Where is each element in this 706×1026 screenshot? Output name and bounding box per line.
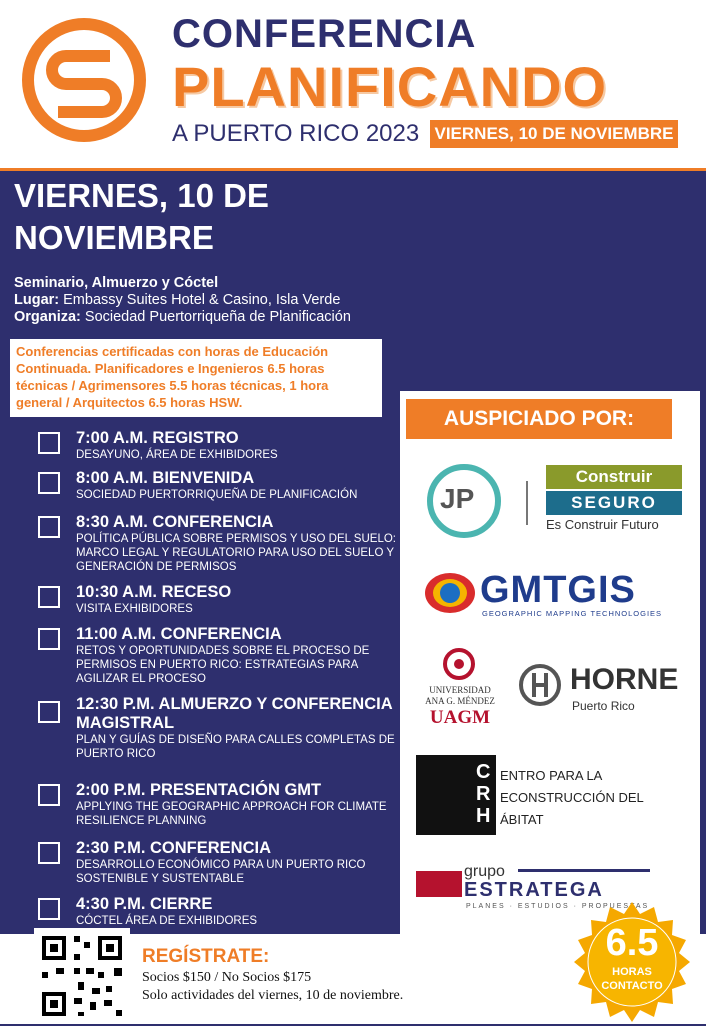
checkbox[interactable] [38,628,60,650]
badge-value: 6.5 [605,922,659,964]
estratega-mark [416,871,462,897]
certification-note: Conferencias certificadas con horas de Educación Continuada. Planificadores e Ingenieros 6.5 horas técnicas / Agrimensores 5.5 horas técnicas, 1 hora general / Arquitectos 6.5 horas HSW. [10,339,382,417]
sponsor-row-gmt [410,571,690,621]
conference-logo-icon [22,18,146,142]
main-panel [0,171,706,1024]
construir-logo: Construir [546,465,682,489]
gmt-tagline: GEOGRAPHIC MAPPING TECHNOLOGIES [482,609,663,618]
header [0,0,706,171]
divider [526,481,528,525]
date-badge: VIERNES, 10 DE NOVIEMBRE [430,120,678,148]
day-title: VIERNES, 10 DE NOVIEMBRE [14,177,269,256]
schedule-time: 2:30 P.M. CONFERENCIA [76,839,271,857]
gmt-logo-text: GMTGIS [480,569,636,611]
checkbox[interactable] [38,701,60,723]
checkbox[interactable] [38,516,60,538]
crh-line-3: ÁBITAT [500,812,544,827]
schedule-time: 8:00 A.M. BIENVENIDA [76,469,255,487]
horne-tagline: Puerto Rico [572,699,635,713]
event-info [14,275,351,326]
schedule-desc: DESAYUNO, ÁREA DE EXHIBIDORES [76,449,278,461]
uagm-emblem-icon [442,647,476,681]
schedule-desc: APPLYING THE GEOGRAPHIC APPROACH FOR CLIMATE RESILIENCE PLANNING [76,801,387,827]
horne-logo-icon [518,663,562,707]
lugar-value: Embassy Suites Hotel & Casino, Isla Verde [63,292,341,308]
checkbox[interactable] [38,784,60,806]
schedule-desc: VISITA EXHIBIDORES [76,603,193,615]
uagm-line-1: UNIVERSIDAD [429,685,491,695]
schedule-desc: PLAN Y GUÍAS DE DISEÑO PARA CALLES COMPLETAS DE PUERTO RICO [76,734,395,760]
organiza-value: Sociedad Puertorriqueña de Planificación [84,309,351,325]
horne-logo-text: HORNE [570,663,679,696]
title-line-2: PLANIFICANDO [172,55,608,118]
estratega-rule [518,869,650,872]
event-type: Seminario, Almuerzo y Cóctel [14,275,219,291]
register-title: REGÍSTRATE: [142,946,270,967]
schedule-time: 11:00 A.M. CONFERENCIA [76,625,282,643]
crh-line-1: ENTRO PARA LA [500,768,603,783]
crh-letter-r: R [476,783,491,805]
schedule-time: 12:30 P.M. ALMUERZO Y CONFERENCIA MAGISTRAL [76,695,393,732]
badge-line-2: CONTACTO [601,980,663,992]
globe-icon [424,571,476,615]
schedule-time: 7:00 A.M. REGISTRO [76,429,239,447]
schedule-time: 2:00 P.M. PRESENTACIÓN GMT [76,781,322,799]
construir-tagline: Es Construir Futuro [546,517,659,532]
schedule-desc: DESARROLLO ECONÓMICO PARA UN PUERTO RICO SOSTENIBLE Y SUSTENTABLE [76,859,366,885]
crh-letter-h: H [476,805,491,827]
checkbox[interactable] [38,898,60,920]
estratega-logo-text: ESTRATEGA [464,879,604,901]
checkbox[interactable] [38,842,60,864]
title-line-1: CONFERENCIA [172,12,477,56]
qr-code-icon[interactable] [34,928,130,1024]
uagm-logo-text: UAGM [429,707,491,728]
sponsors-title: AUSPICIADO POR: [406,399,672,439]
crh-letter-c: C [476,761,491,783]
schedule-desc: CÓCTEL ÁREA DE EXHIBIDORES [76,915,258,927]
crh-name [500,765,644,831]
organiza-label: Organiza: [14,309,81,325]
grupo-text: grupo [464,863,505,880]
schedule-time: 4:30 P.M. CIERRE [76,895,213,913]
schedule-desc: SOCIEDAD PUERTORRIQUEÑA DE PLANIFICACIÓN [76,489,358,501]
schedule-time: 8:30 A.M. CONFERENCIA [76,513,274,531]
estratega-tagline: PLANES · ESTUDIOS · PROPUESTAS [466,903,650,910]
schedule-desc: POLÍTICA PÚBLICA SOBRE PERMISOS Y USO DEL SUELO: MARCO LEGAL Y REGULATORIO PARA USO DEL SUELO Y GENERACIÓN DE PERMISOS [76,533,396,573]
schedule-desc: RETOS Y OPORTUNIDADES SOBRE EL PROCESO DE PERMISOS EN PUERTO RICO: ESTRATEGIAS PARA AGILIZAR EL PROCESO [76,645,370,685]
sponsor-row-jp [410,461,690,541]
badge-line-1: HORAS [612,966,652,978]
uagm-line-2: ANA G. MÉNDEZ [425,696,495,706]
checkbox[interactable] [38,432,60,454]
lugar-label: Lugar: [14,292,60,308]
seguro-logo: SEGURO [546,491,682,515]
crh-line-2: ECONSTRUCCIÓN DEL [500,790,644,805]
register-note: Solo actividades del viernes, 10 de noviembre. [142,988,404,1003]
title-line-3: A PUERTO RICO 2023 [172,120,420,147]
schedule-time: 10:30 A.M. RECESO [76,583,232,601]
sponsor-row-crh [410,755,690,839]
checkbox[interactable] [38,472,60,494]
sponsor-row-uagm [410,647,690,727]
jp-logo-text: JP [440,483,475,514]
uagm-name [414,685,506,707]
checkbox[interactable] [38,586,60,608]
register-price: Socios $150 / No Socios $175 [142,970,312,985]
